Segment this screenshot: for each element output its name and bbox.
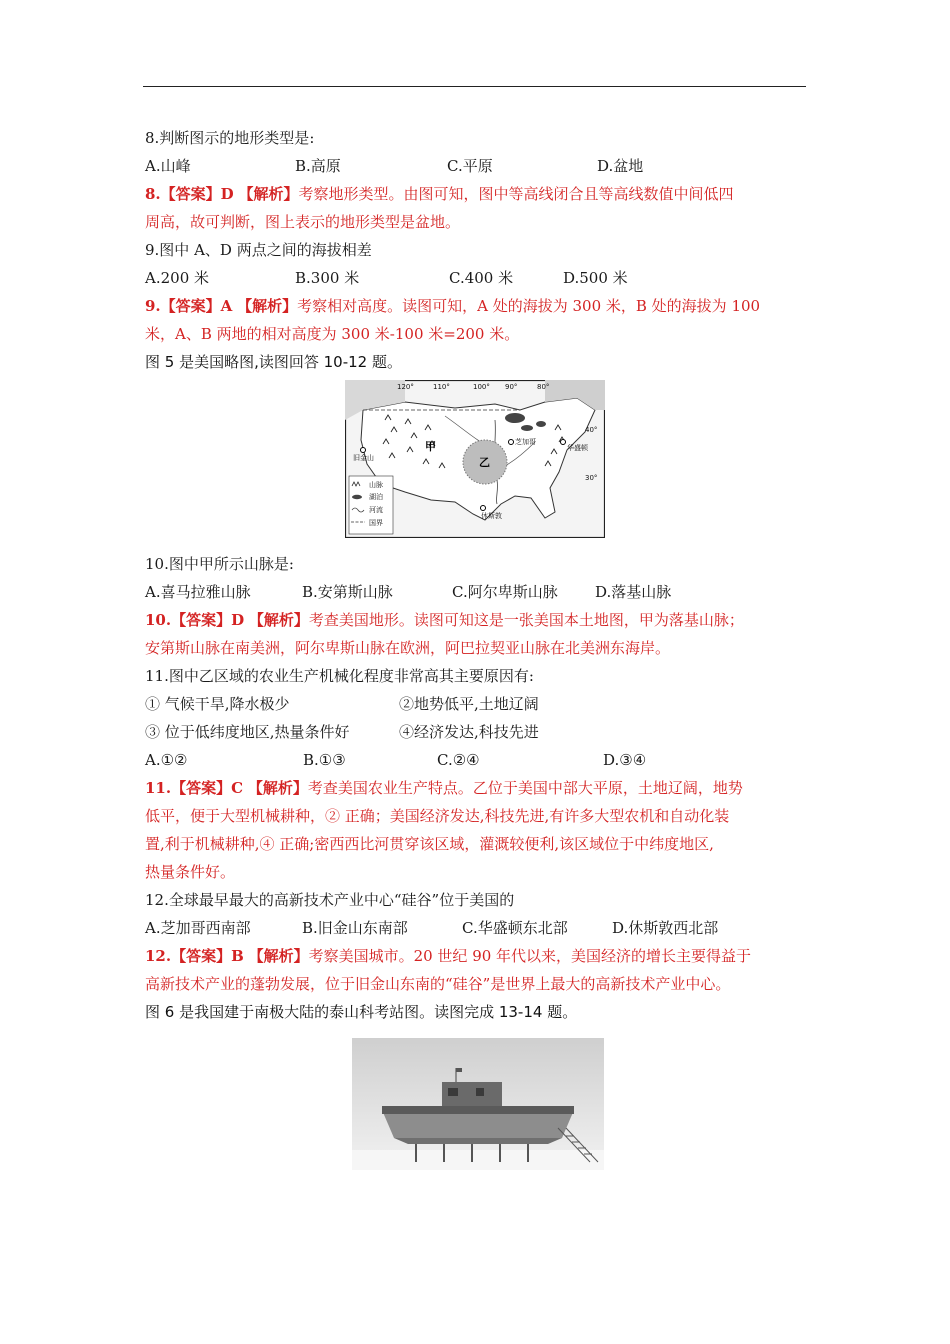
usa-map-figure [345, 380, 605, 538]
option-a: A.200 米 [145, 269, 209, 287]
option-d: D.落基山脉 [595, 583, 672, 601]
answer-tag: 10.【答案】D [145, 611, 245, 629]
reason-1: ① 气候干旱,降水极少 [145, 695, 290, 713]
lon-label: 100° [473, 383, 490, 391]
figure-6-intro: 图 6 是我国建于南极大陆的泰山科考站图。读图完成 13-14 题。 [145, 1003, 578, 1021]
answer-tag: 8.【答案】D [145, 185, 234, 203]
lon-label: 110° [433, 383, 450, 391]
reason-3: ③ 位于低纬度地区,热量条件好 [145, 723, 350, 741]
answer-tag: 11.【答案】C [145, 779, 244, 797]
label-jia: 甲 [425, 440, 436, 453]
lat-label: 30° [585, 474, 598, 482]
analysis-line: 考察地形类型。由图可知，图中等高线闭合且等高线数值中间低四 [298, 185, 734, 203]
question-9-stem: 9.图中 A、D 两点之间的海拔相差 [145, 241, 372, 259]
answer-tag: 9.【答案】A [145, 297, 233, 315]
option-b: B.高原 [295, 157, 341, 175]
figure-5-intro: 图 5 是美国略图,读图回答 10-12 题。 [145, 353, 402, 371]
question-12-answer [145, 942, 810, 998]
option-d: D.③④ [603, 751, 647, 769]
option-d: D.休斯敦西北部 [612, 919, 719, 937]
legend-label: 国界 [369, 519, 383, 527]
question-8-options [145, 152, 810, 180]
header-rule [143, 86, 806, 87]
analysis-tag: 【解析】 [237, 297, 298, 315]
question-10-answer [145, 606, 810, 662]
legend-lake-icon [352, 495, 362, 499]
question-11-options [145, 746, 810, 774]
question-10-options [145, 578, 810, 606]
option-d: D.500 米 [563, 269, 628, 287]
analysis-line: 考察相对高度。读图可知，A 处的海拔为 300 米，B 处的海拔为 100 [297, 297, 761, 315]
reason-2: ②地势低平,土地辽阔 [399, 695, 539, 713]
analysis-line: 低平，便于大型机械耕种，② 正确；美国经济发达,科技先进,有许多大型农机和自动化装 [145, 807, 730, 825]
question-9-options [145, 264, 810, 292]
label-yi: 乙 [479, 456, 490, 469]
reason-4: ④经济发达,科技先进 [399, 723, 539, 741]
question-12-options [145, 914, 810, 942]
question-11-reasons-row-2 [145, 718, 810, 746]
taishan-station-photo [352, 1038, 604, 1170]
analysis-line: 安第斯山脉在南美洲，阿尔卑斯山脉在欧洲，阿巴拉契亚山脉在北美洲东海岸。 [145, 639, 671, 657]
lat-label: 40° [585, 426, 598, 434]
analysis-tag: 【解析】 [248, 947, 309, 965]
city-label: 芝加哥 [515, 438, 536, 446]
option-c: C.平原 [447, 157, 493, 175]
legend-label: 山脉 [369, 481, 383, 489]
option-b: B.安第斯山脉 [302, 583, 393, 601]
analysis-line: 置,利于机械耕种,④ 正确;密西西比河贯穿该区域，灌溉较便利,该区域位于中纬度地区, [145, 835, 714, 853]
legend-label: 湖泊 [369, 493, 383, 501]
option-b: B.300 米 [295, 269, 360, 287]
option-c: C.阿尔卑斯山脉 [452, 583, 558, 601]
option-a: A.①② [145, 751, 188, 769]
analysis-line: 考察美国城市。20 世纪 90 年代以来，美国经济的增长主要得益于 [308, 947, 752, 965]
analysis-tag: 【解析】 [238, 185, 299, 203]
option-a: A.喜马拉雅山脉 [145, 583, 251, 601]
analysis-tag: 【解析】 [247, 779, 308, 797]
question-10-stem: 10.图中甲所示山脉是: [145, 555, 294, 573]
analysis-line: 周高，故可判断，图上表示的地形类型是盆地。 [145, 213, 461, 231]
lon-label: 90° [505, 383, 518, 391]
option-b: B.①③ [303, 751, 346, 769]
analysis-line: 热量条件好。 [145, 863, 236, 881]
question-9-answer [145, 292, 810, 348]
analysis-tag: 【解析】 [248, 611, 309, 629]
option-a: A.芝加哥西南部 [145, 919, 251, 937]
analysis-line: 考查美国农业生产特点。乙位于美国中部大平原，土地辽阔，地势 [307, 779, 743, 797]
analysis-line: 高新技术产业的蓬勃发展，位于旧金山东南的“硅谷”是世界上最大的高新技术产业中心。 [145, 975, 731, 993]
question-11-answer [145, 774, 810, 886]
usa-map [345, 380, 605, 538]
option-b: B.旧金山东南部 [302, 919, 408, 937]
option-a: A.山峰 [145, 157, 191, 175]
city-label: 华盛顿 [567, 444, 588, 452]
lon-label: 120° [397, 383, 414, 391]
question-11-reasons-row-1 [145, 690, 810, 718]
analysis-line: 米，A、B 两地的相对高度为 300 米-100 米=200 米。 [145, 325, 520, 343]
option-c: C.②④ [437, 751, 480, 769]
analysis-line: 考查美国地形。读图可知这是一张美国本土地图，甲为落基山脉； [308, 611, 744, 629]
question-8-answer [145, 180, 810, 236]
legend-label: 河流 [369, 506, 383, 514]
option-c: C.400 米 [449, 269, 514, 287]
question-12-stem: 12.全球最早最大的高新技术产业中心“硅谷”位于美国的 [145, 891, 515, 909]
lon-label: 80° [537, 383, 550, 391]
document-body [145, 124, 810, 1170]
option-c: C.华盛顿东北部 [462, 919, 568, 937]
option-d: D.盆地 [597, 157, 644, 175]
station-image [352, 1038, 604, 1170]
question-11-stem: 11.图中乙区域的农业生产机械化程度非常高其主要原因有: [145, 667, 534, 685]
answer-tag: 12.【答案】B [145, 947, 244, 965]
city-label: 旧金山 [353, 454, 374, 462]
city-label: 休斯敦 [481, 512, 502, 520]
question-8-stem: 8.判断图示的地形类型是: [145, 129, 315, 147]
